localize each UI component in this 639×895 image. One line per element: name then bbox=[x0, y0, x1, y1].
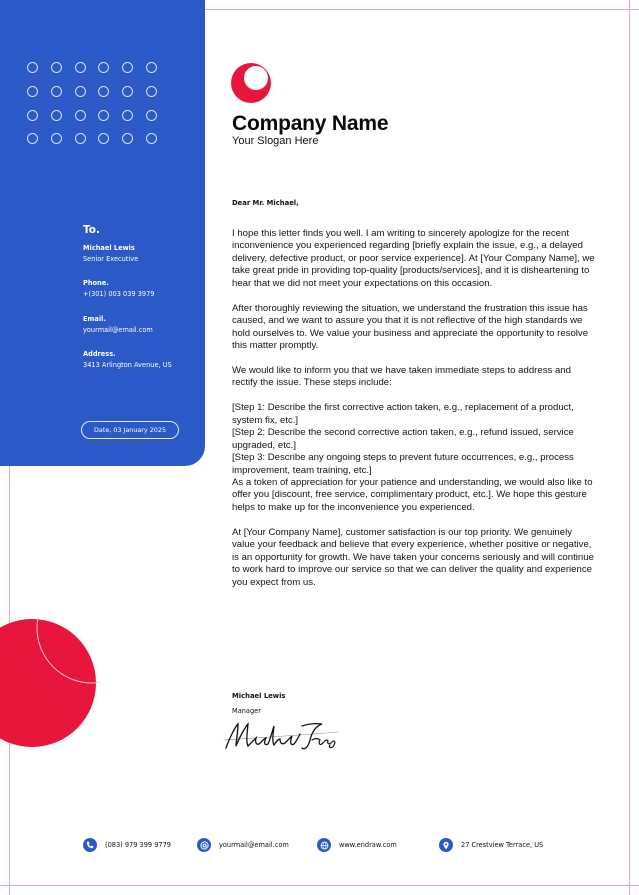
footer-address-text: 27 Crestview Terrace, US bbox=[461, 841, 544, 849]
guide-line-bottom bbox=[0, 885, 639, 886]
footer-website-text: www.endraw.com bbox=[339, 841, 397, 849]
company-slogan: Your Slogan Here bbox=[232, 135, 319, 147]
company-logo-icon bbox=[230, 62, 272, 104]
decorative-dot bbox=[75, 62, 86, 73]
decorative-dot bbox=[146, 86, 157, 97]
footer-website bbox=[317, 837, 397, 853]
footer-address bbox=[439, 837, 543, 853]
letter-step: [Step 1: Describe the first corrective action taken, e.g., replacement of a product, system fix, etc.] bbox=[232, 402, 574, 426]
letter-paragraph: We would like to inform you that we have taken immediate steps to address and rectify the issue. These steps include: bbox=[232, 364, 571, 389]
handwritten-signature bbox=[222, 718, 340, 756]
decorative-dot bbox=[51, 110, 62, 121]
decorative-dot bbox=[122, 62, 133, 73]
sender-role: Manager bbox=[232, 707, 261, 715]
company-name: Company Name bbox=[232, 112, 389, 135]
decorative-dot bbox=[27, 110, 38, 121]
letter-step: [Step 3: Describe any ongoing steps to prevent future occurrences, e.g., process improvement, team training, etc.] bbox=[232, 452, 574, 476]
phone-icon bbox=[83, 838, 97, 852]
footer-email-text: yourmail@email.com bbox=[219, 841, 289, 849]
footer-email bbox=[197, 837, 289, 853]
letter-greeting: Dear Mr. Michael, bbox=[232, 199, 299, 207]
decorative-dot bbox=[51, 62, 62, 73]
address-label: Address. bbox=[83, 349, 116, 358]
letter-paragraph: After thoroughly reviewing the situation, we understand the frustration this issue has caused, and we want to assure you that it is not reflective of the high standards we hold ourselves to. We value your business and appreciate the opportunity to resolve this matter promptly. bbox=[232, 302, 589, 352]
date-badge: Date, 03 January 2025 bbox=[81, 421, 179, 439]
footer-phone bbox=[83, 837, 171, 853]
recipient-role: Senior Executive bbox=[83, 255, 139, 263]
decorative-dot bbox=[122, 110, 133, 121]
decorative-dot bbox=[75, 110, 86, 121]
guide-line-right bbox=[629, 0, 630, 895]
decorative-dot bbox=[27, 62, 38, 73]
letter-paragraph: As a token of appreciation for your patience and understanding, we would also like to offer you [discount, free service, complimentary product, etc.]. We hope this gesture helps to make up for the inconvenience you experienced. bbox=[232, 477, 593, 513]
letter-paragraph: At [Your Company Name], customer satisfaction is our top priority. We genuinely value your feedback and believe that every experience, whether positive or negative, is an opportunity for growth. We have taken your concerns seriously and will continue to work hard to improve our service so that we can deliver the quality and experience you expect from us. bbox=[232, 526, 594, 588]
globe-icon bbox=[317, 838, 331, 852]
recipient-name: Michael Lewis bbox=[83, 244, 135, 252]
decorative-dot bbox=[122, 86, 133, 97]
recipient-address: 3413 Arlington Avenue, US bbox=[83, 360, 172, 369]
decorative-dot bbox=[122, 133, 133, 144]
recipient-phone: +(301) 003 039 3979 bbox=[83, 290, 155, 299]
decorative-dot bbox=[146, 133, 157, 144]
decorative-dot bbox=[98, 133, 109, 144]
email-label: Email. bbox=[83, 314, 106, 323]
letter-step: [Step 2: Describe the second corrective action taken, e.g., refund issued, service upgraded, etc.] bbox=[232, 427, 574, 451]
letter-paragraph: I hope this letter finds you well. I am writing to sincerely apologize for the recent inconvenience you experienced regarding [briefly explain the issue, e.g., a delayed delivery, defective product, or poor service experience]. At [Your Company Name], we take great pride in providing top-quality [products/services], and it is disheartening to hear that we did not meet your expectations on this occasion. bbox=[232, 228, 595, 289]
footer-phone-text: (083) 979 399 9779 bbox=[105, 841, 171, 849]
location-pin-icon bbox=[439, 838, 453, 852]
sender-name: Michael Lewis bbox=[232, 692, 286, 700]
decorative-dot bbox=[51, 133, 62, 144]
decorative-dot bbox=[75, 133, 86, 144]
decorative-dot bbox=[146, 62, 157, 73]
recipient-title: To. bbox=[83, 224, 100, 236]
decorative-red-circle bbox=[0, 618, 100, 748]
decorative-dot bbox=[51, 86, 62, 97]
decorative-dot bbox=[27, 86, 38, 97]
recipient-block bbox=[83, 224, 201, 369]
letter-body bbox=[232, 228, 596, 602]
decorative-dot bbox=[27, 133, 38, 144]
recipient-email: yourmail@email.com bbox=[83, 325, 153, 334]
phone-label: Phone. bbox=[83, 279, 109, 288]
at-icon bbox=[197, 838, 211, 852]
recipient-sidebar bbox=[0, 0, 205, 466]
decorative-dot bbox=[75, 86, 86, 97]
decorative-dot bbox=[98, 86, 109, 97]
decorative-dot bbox=[98, 62, 109, 73]
decorative-dot bbox=[98, 110, 109, 121]
decorative-dot bbox=[146, 110, 157, 121]
